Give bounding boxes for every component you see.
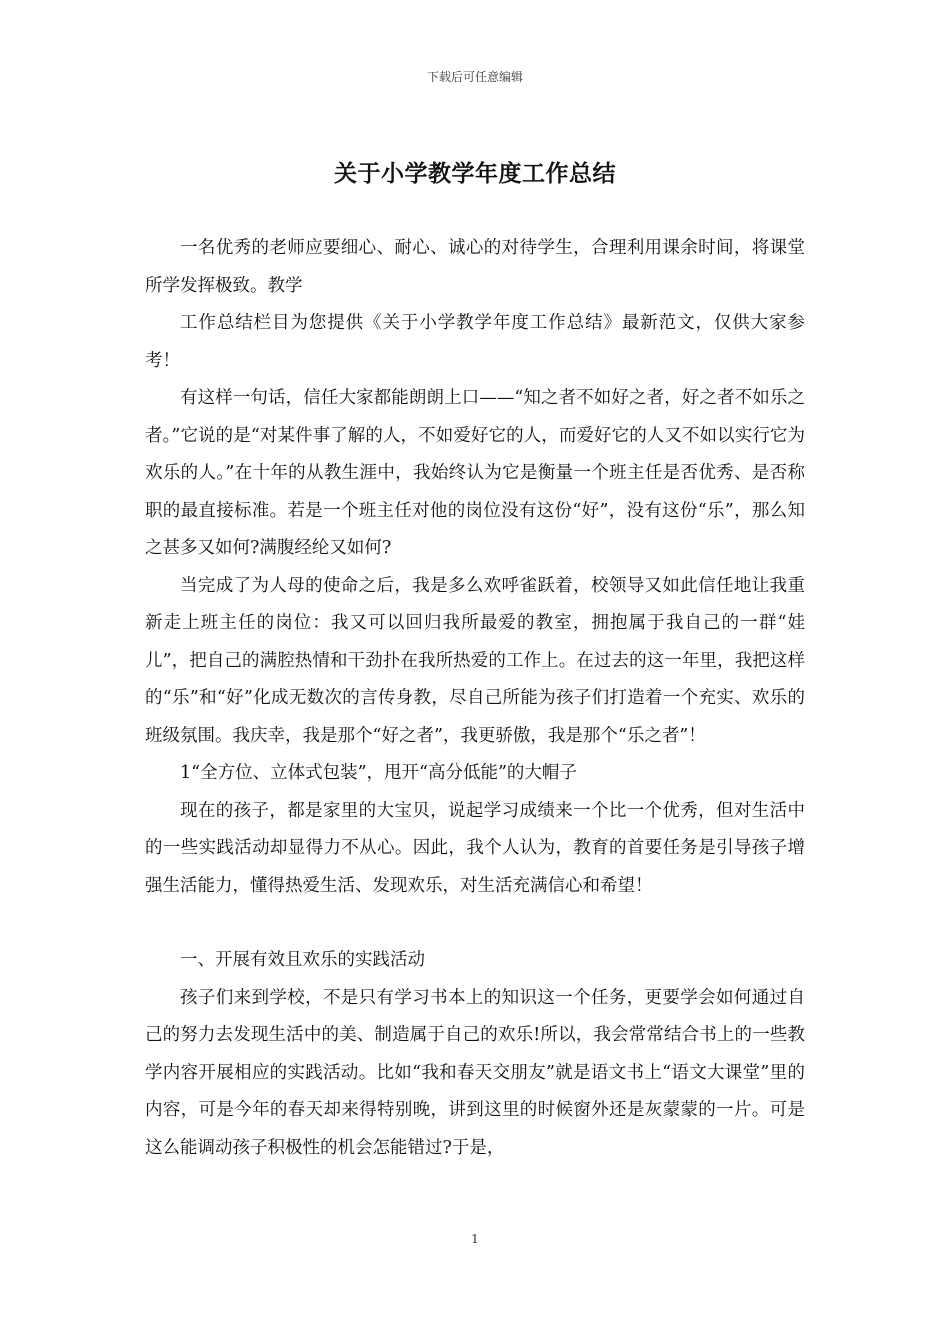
paragraph: 一名优秀的老师应要细心、耐心、诚心的对待学生，合理利用课余时间，将课堂所学发挥极致。教学 (145, 238, 805, 296)
paragraph: 工作总结栏目为您提供《关于小学教学年度工作总结》最新范文，仅供大家参考！ (145, 313, 805, 371)
page-number: 1 (471, 1232, 479, 1246)
section-heading: 1“全方位、立体式包装”，甩开“高分低能”的大帽子 (180, 763, 577, 783)
paragraph: 当完成了为人母的使命之后，我是多么欢呼雀跃着，校领导又如此信任地让我重新走上班主任的岗位：我又可以回归我所最爱的教室，拥抱属于我自己的一群“娃儿”，把自己的满腔热情和干劲扑在我所热爱的工作上。在过去的这一年里，我把这样的“乐”和“好”化成无数次的言传身教，尽自己所能为孩子们打造着一个充实、欢乐的班级氛围。我庆幸，我是那个“好之者”，我更骄傲，我是那个“乐之者”！ (145, 575, 805, 746)
paragraph: 孩子们来到学校，不是只有学习书本上的知识这一个任务，更要学会如何通过自己的努力去发现生活中的美、制造属于自己的欢乐!所以，我会常常结合书上的一些教学内容开展相应的实践活动。比如“我和春天交朋友”就是语文书上“语文大课堂”里的内容，可是今年的春天却来得特别晚，讲到这里的时候窗外还是灰蒙蒙的一片。可是这么能调动孩子积极性的机会怎能错过?于是， (145, 987, 805, 1158)
page-header: 下载后可任意编辑 (426, 70, 523, 84)
section-heading: 一、开展有效且欢乐的实践活动 (180, 950, 425, 970)
paragraph: 现在的孩子，都是家里的大宝贝，说起学习成绩来一个比一个优秀，但对生活中的一些实践活动却显得力不从心。因此，我个人认为，教育的首要任务是引导孩子增强生活能力，懂得热爱生活、发现欢乐，对生活充满信心和希望！ (145, 800, 805, 896)
document-body (145, 230, 805, 1167)
document-title: 关于小学教学年度工作总结 (334, 161, 616, 187)
paragraph: 有这样一句话，信任大家都能朗朗上口——“知之者不如好之者，好之者不如乐之者。”它说的是“对某件事了解的人，不如爱好它的人，而爱好它的人又不如以实行它为欢乐的人。”在十年的从教生涯中，我始终认为它是衡量一个班主任是否优秀、是否称职的最直接标准。若是一个班主任对他的岗位没有这份“好”，没有这份“乐”，那么知之甚多又如何?满腹经纶又如何? (145, 388, 805, 558)
